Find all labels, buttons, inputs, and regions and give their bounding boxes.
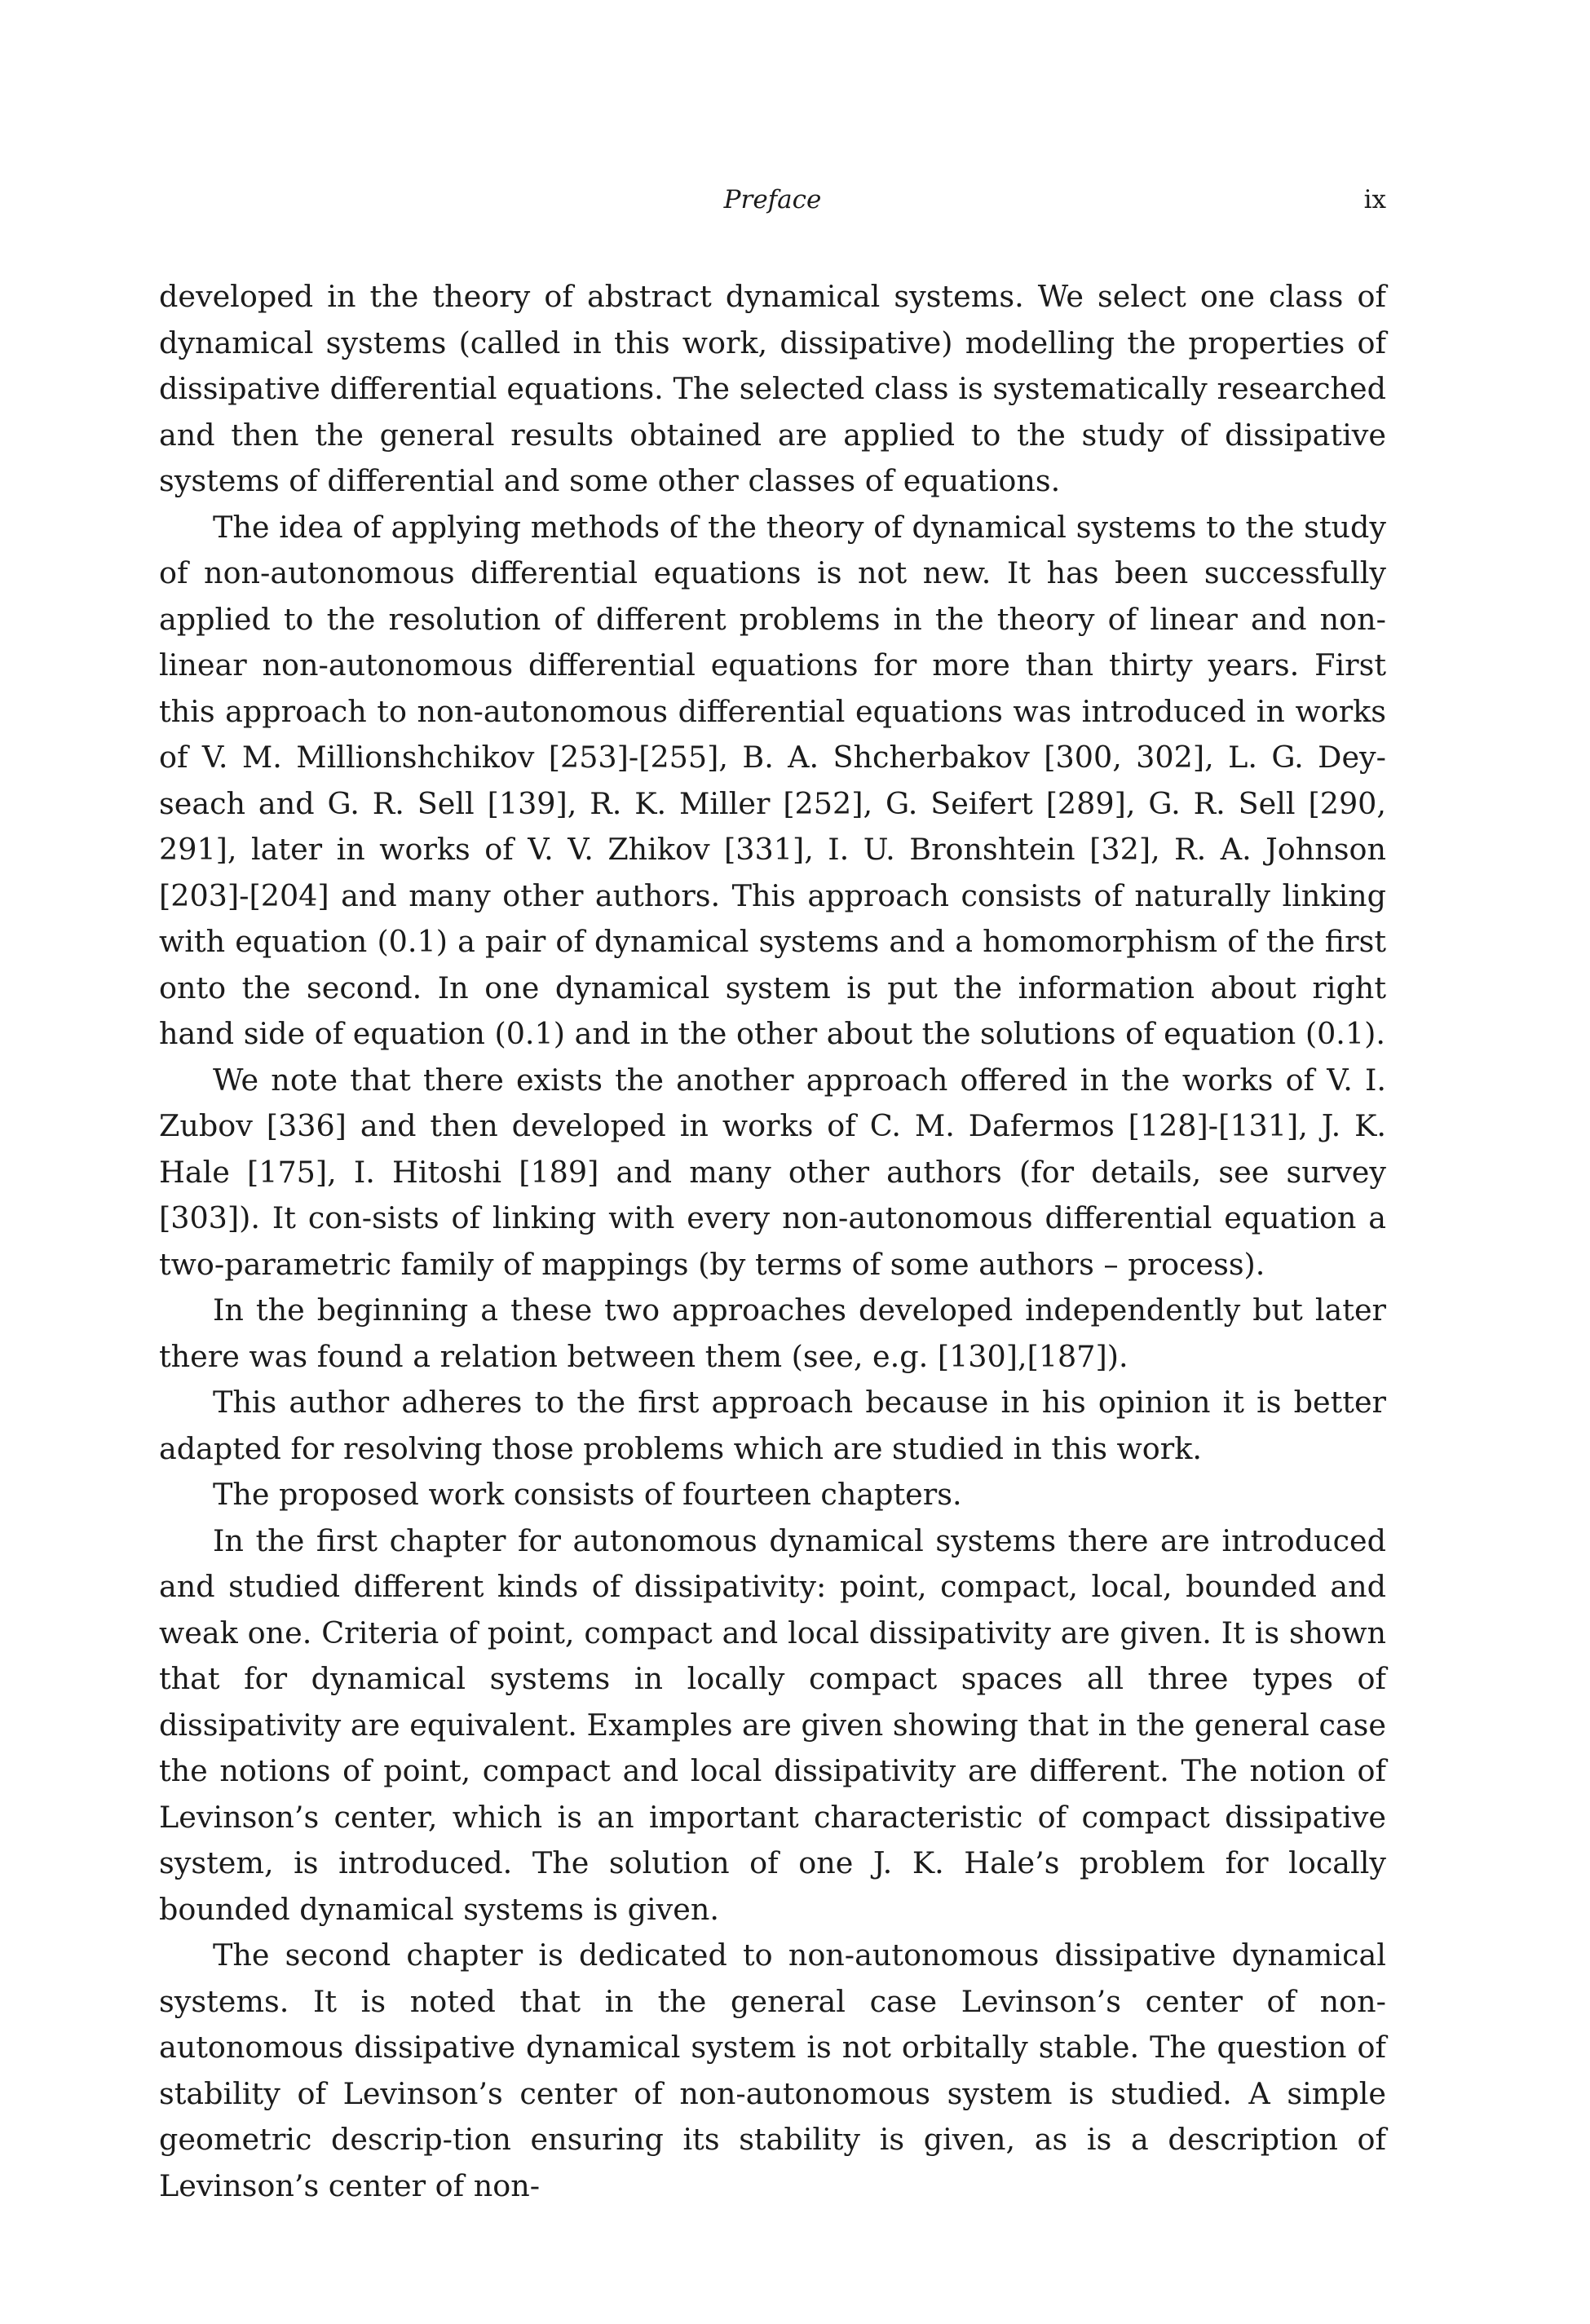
paragraph-methods-history: The idea of applying methods of the theory of dynamical systems to the study of non-autonomous differential equations is not new. It has been successfully applied to the resolution of different problems in the theory of linear and non-linear non-autonomous differential equations for more than thirty years. First this approach to non-autonomous differential equations was introduced in works of V. M. Millionshchikov [253]-[255], B. A. Shcherbakov [300, 302], L. G. Dey-seach and G. R. Sell [139], R. K. Miller [252], G. Seifert [289], G. R. Sell [290, 291], later in works of V. V. Zhikov [331], I. U. Bronshtein [32], R. A. Johnson [203]-[204] and many other authors. This approach consists of naturally linking with equation (0.1) a pair of dynamical systems and a homomorphism of the first onto the second. In one dynamical system is put the information about right hand side of equation (0.1) and in the other about the solutions of equation (0.1). <box>159 509 1386 1051</box>
paragraph-alternative-approach: We note that there exists the another approach offered in the works of V. I. Zubov [336] and then developed in works of C. M. Dafermos [128]-[131], J. K. Hale [175], I. Hitoshi [189] and many other authors (for details, see survey [303]). It con-sists of linking with every non-autonomous differential equation a two-parametric family of mappings (by terms of some authors – process). <box>159 1062 1386 1282</box>
running-head <box>159 181 1386 219</box>
paragraph-structure: The proposed work consists of fourteen chapters. <box>213 1477 962 1512</box>
page-number: ix <box>1363 185 1386 214</box>
paragraph-chapter-two: The second chapter is dedicated to non-autonomous dissipative dynamical systems. It is noted that in the general case Levinson’s center of non-autonomous dissipative dynamical system is not orbitally stable. The question of stability of Levinson’s center of non-autonomous system is studied. A simple geometric descrip-tion ensuring its stability is given, as is a description of Levinson’s center of non- <box>159 1937 1386 2203</box>
body-text <box>159 274 1386 2209</box>
running-title: Preface <box>723 185 822 214</box>
paragraph-continuation: developed in the theory of abstract dynamical systems. We select one class of dynamical systems (called in this work, dissipative) modelling the properties of dissipative differential equations. The selected class is systematically researched and then the general results obtained are applied to the study of dissipative systems of differential and some other classes of equations. <box>159 279 1386 498</box>
paragraph-chapter-one: In the first chapter for autonomous dynamical systems there are introduced and studied different kinds of dissipativity: point, compact, local, bounded and weak one. Criteria of point, compact and local dissipativity are given. It is shown that for dynamical systems in locally compact spaces all three types of dissipativity are equivalent. Examples are given showing that in the general case the notions of point, compact and local dissipativity are different. The notion of Levinson’s center, which is an important characteristic of compact dissipative system, is introduced. The solution of one J. K. Hale’s problem for locally bounded dynamical systems is given. <box>159 1522 1386 1927</box>
paragraph-relation: In the beginning a these two approaches developed independently but later there was found a relation between them (see, e.g. [130],[187]). <box>159 1292 1386 1374</box>
paragraph-author-choice: This author adheres to the first approach because in his opinion it is better adapted for resolving those problems which are studied in this work. <box>159 1385 1386 1466</box>
